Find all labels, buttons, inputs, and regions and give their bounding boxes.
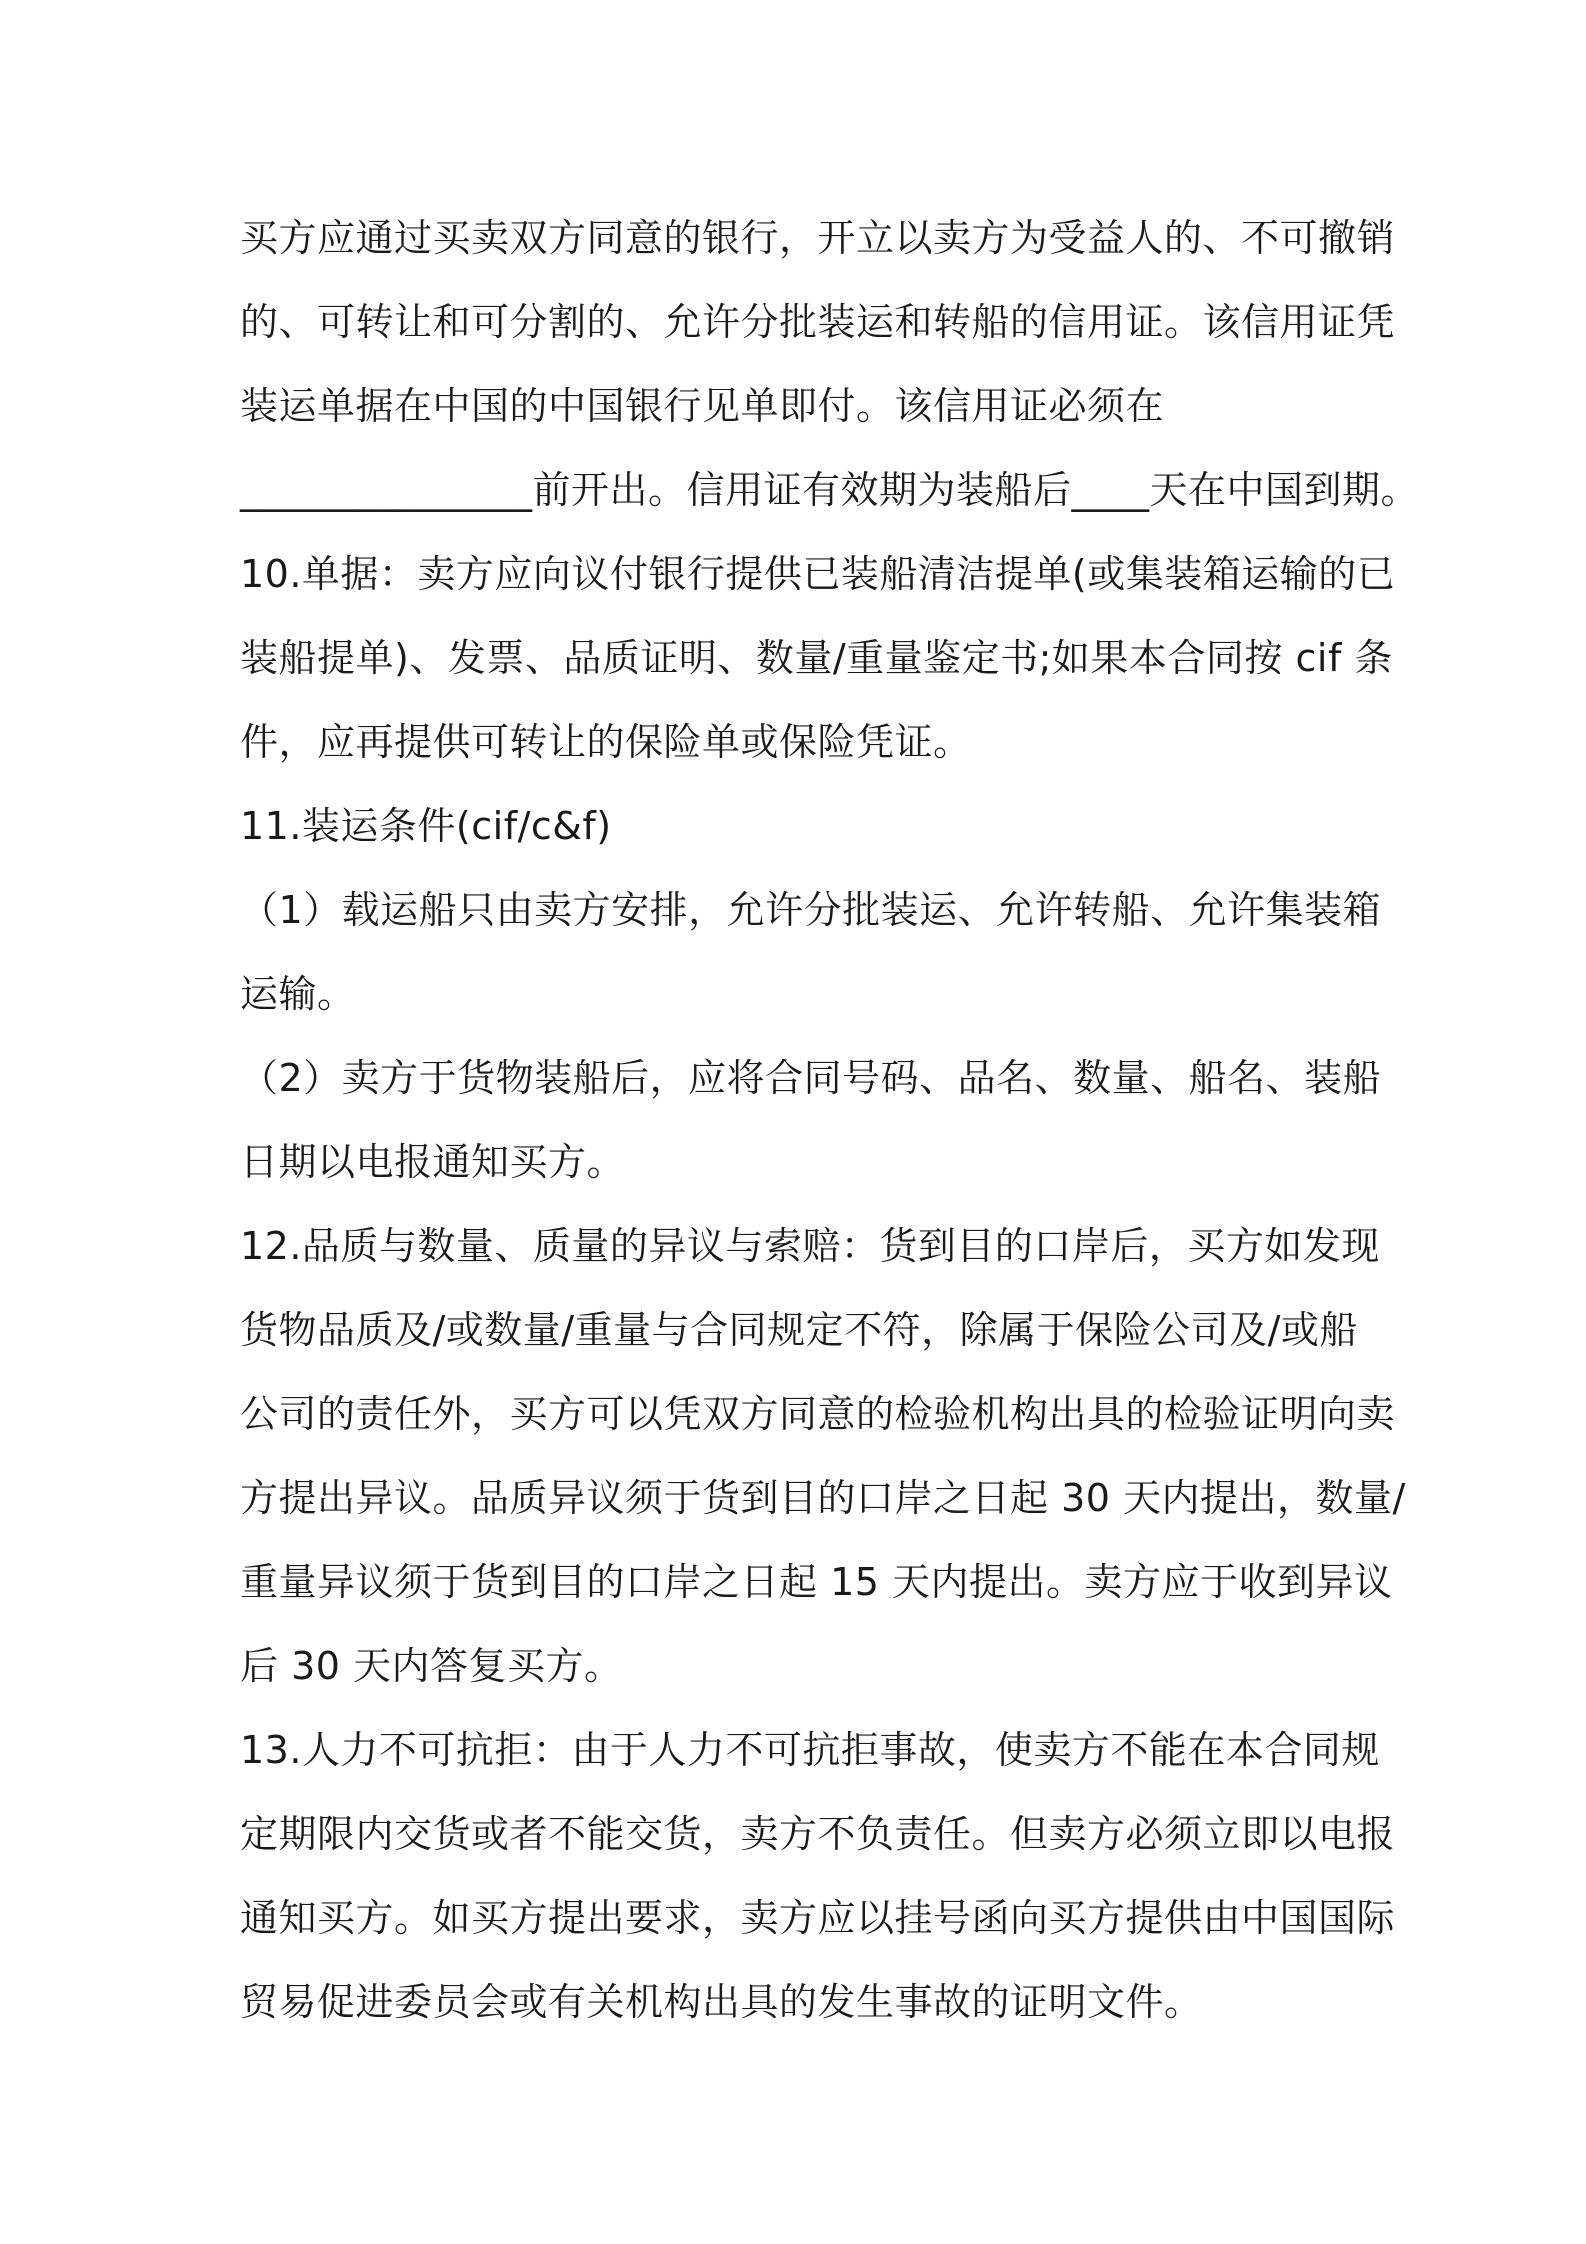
text-line: 装船提单)、发票、品质证明、数量/重量鉴定书;如果本合同按 cif 条 — [240, 636, 1393, 680]
text-line: 的、可转让和可分割的、允许分批装运和转船的信用证。该信用证凭 — [240, 300, 1396, 344]
text-line: 后 30 天内答复买方。 — [240, 1644, 623, 1688]
text-line: 定期限内交货或者不能交货，卖方不负责任。但卖方必须立即以电报 — [240, 1812, 1396, 1856]
text-line: 买方应通过买卖双方同意的银行，开立以卖方为受益人的、不可撤销 — [240, 216, 1396, 260]
text-line: （1）载运船只由卖方安排，允许分批装运、允许转船、允许集装箱 — [240, 888, 1382, 932]
text-line: （2）卖方于货物装船后，应将合同号码、品名、数量、船名、装船 — [240, 1056, 1382, 1100]
document-body — [240, 196, 1420, 2044]
text-line: 12.品质与数量、质量的异议与索赔：货到目的口岸后，买方如发现 — [240, 1224, 1380, 1268]
text-line: 10.单据：卖方应向议付银行提供已装船清洁提单(或集装箱运输的已 — [240, 552, 1396, 596]
text-line: 11.装运条件(cif/c&f) — [240, 804, 612, 848]
text-line: 件，应再提供可转让的保险单或保险凭证。 — [240, 720, 972, 764]
text-line: 装运单据在中国的中国银行见单即付。该信用证必须在 — [240, 384, 1165, 428]
text-line: 日期以电报通知买方。 — [240, 1140, 626, 1184]
text-line: 贸易促进委员会或有关机构出具的发生事故的证明文件。 — [240, 1980, 1203, 2024]
text-line: 13.人力不可抗拒：由于人力不可抗拒事故，使卖方不能在本合同规 — [240, 1728, 1380, 1772]
text-line: 货物品质及/或数量/重量与合同规定不符，除属于保险公司及/或船 — [240, 1308, 1358, 1352]
text-line: _______________前开出。信用证有效期为装船后____天在中国到期。 — [240, 468, 1420, 512]
text-line: 通知买方。如买方提出要求，卖方应以挂号函向买方提供由中国国际 — [240, 1896, 1396, 1940]
text-line: 方提出异议。品质异议须于货到目的口岸之日起 30 天内提出，数量/ — [240, 1476, 1406, 1520]
text-line: 公司的责任外，买方可以凭双方同意的检验机构出具的检验证明向卖 — [240, 1392, 1396, 1436]
text-line: 重量异议须于货到目的口岸之日起 15 天内提出。卖方应于收到异议 — [240, 1560, 1393, 1604]
text-line: 运输。 — [240, 972, 356, 1016]
